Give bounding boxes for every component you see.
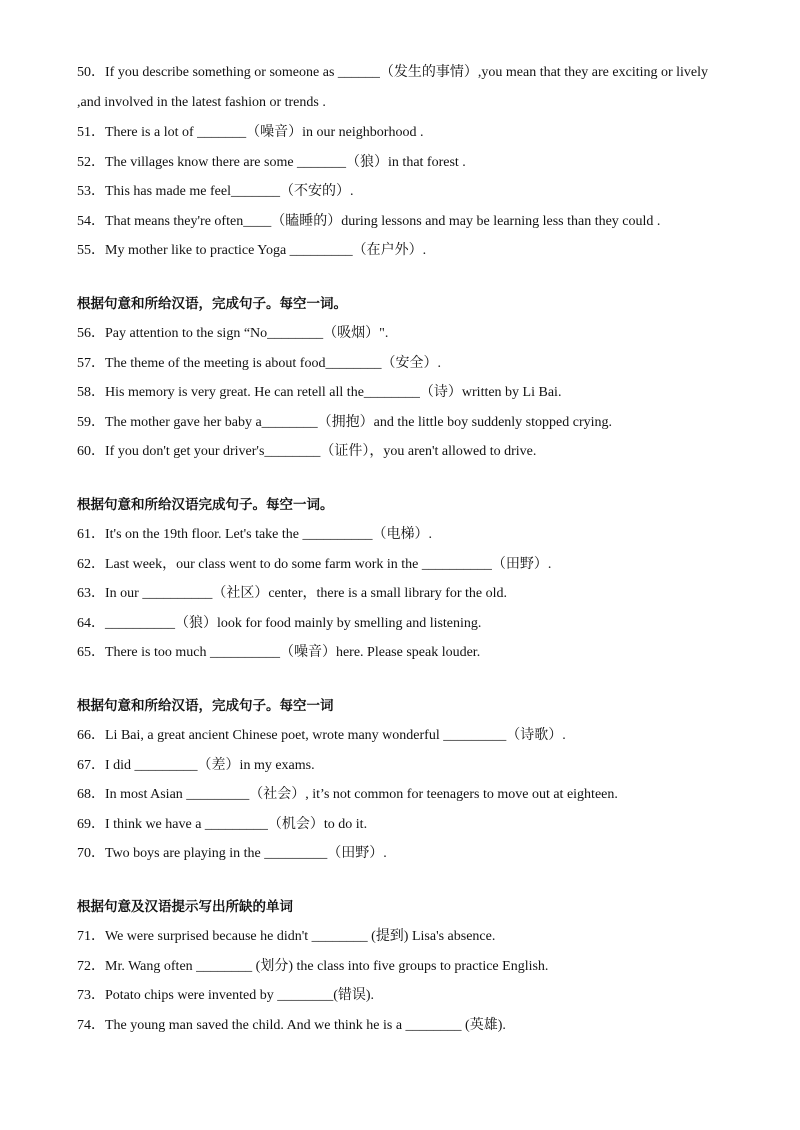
question-item-70	[77, 839, 717, 869]
section-2	[77, 491, 717, 668]
question-text: Li Bai, a great ancient Chinese poet, wrote many wonderful _________（诗歌）.	[105, 728, 566, 743]
section-heading: 根据句意及汉语提示写出所缺的单词	[77, 898, 293, 915]
question-item-66	[77, 721, 717, 751]
question-item-64	[77, 609, 717, 639]
question-number: 63．	[77, 586, 105, 601]
question-item-63	[77, 579, 717, 609]
question-text: The young man saved the child. And we think he is a ________ (英雄).	[105, 1017, 506, 1033]
question-number: 60．	[77, 444, 105, 459]
question-text: In our __________（社区）center，there is a small library for the old.	[105, 586, 508, 601]
question-text: Two boys are playing in the _________（田野）.	[105, 846, 387, 861]
question-item-68	[77, 780, 717, 810]
question-text: The villages know there are some _______（狼）in that forest .	[105, 154, 466, 170]
question-number: 61．	[77, 527, 105, 542]
question-text: We were surprised because he didn't ________ (提到) Lisa's absence.	[105, 929, 496, 944]
question-number: 72．	[77, 958, 105, 974]
question-item-52	[77, 148, 717, 178]
question-item-65	[77, 638, 717, 668]
question-text: In most Asian _________（社会）, it’s not common for teenagers to move out at eighteen.	[105, 787, 618, 802]
question-item-67	[77, 751, 717, 781]
question-number: 53．	[77, 184, 105, 199]
question-number: 68．	[77, 787, 105, 802]
question-number: 73．	[77, 988, 105, 1003]
question-text: That means they're often____（瞌睡的）during lessons and may be learning less than they could .	[105, 213, 661, 229]
question-text: Pay attention to the sign “No________（吸烟）".	[105, 326, 389, 341]
question-text: __________（狼）look for food mainly by smelling and listening.	[105, 615, 482, 631]
question-number: 65．	[77, 645, 105, 660]
section-0	[77, 58, 717, 266]
question-number: 55．	[77, 243, 105, 258]
question-item-62	[77, 550, 717, 580]
question-item-72	[77, 952, 717, 982]
question-number: 50．	[77, 65, 105, 80]
question-item-56	[77, 319, 717, 349]
question-number: 64．	[77, 615, 105, 631]
question-number: 59．	[77, 414, 105, 430]
question-number: 74．	[77, 1017, 105, 1033]
question-text: If you describe something or someone as ______（发生的事情）,you mean that they are exciting or lively ,and involved in the latest fashion or trends .	[77, 65, 709, 110]
section-1	[77, 290, 717, 467]
question-text: Mr. Wang often ________ (划分) the class into five groups to practice English.	[105, 958, 549, 974]
question-text: The theme of the meeting is about food________（安全）.	[105, 355, 441, 371]
question-item-69	[77, 810, 717, 840]
question-text: If you don't get your driver's________（证件），you aren't allowed to drive.	[105, 444, 537, 459]
question-item-61	[77, 520, 717, 550]
question-number: 62．	[77, 556, 105, 572]
question-number: 66．	[77, 728, 105, 743]
question-text: The mother gave her baby a________（拥抱）and the little boy suddenly stopped crying.	[105, 414, 613, 430]
question-number: 57．	[77, 355, 105, 371]
worksheet-page	[77, 58, 717, 1064]
question-text: This has made me feel_______（不安的）.	[105, 184, 354, 199]
section-heading: 根据句意和所给汉语，完成句子。每空一词	[77, 697, 334, 714]
question-item-59	[77, 408, 717, 438]
question-item-71	[77, 922, 717, 952]
section-3	[77, 692, 717, 869]
question-text: I did _________（差）in my exams.	[105, 757, 315, 773]
question-item-58	[77, 378, 717, 408]
question-text: I think we have a _________（机会）to do it.	[105, 816, 368, 832]
question-number: 52．	[77, 154, 105, 170]
question-number: 71．	[77, 929, 105, 944]
question-text: My mother like to practice Yoga _________（在户外）.	[105, 243, 427, 258]
question-text: Last week，our class went to do some farm work in the __________（田野）.	[105, 556, 552, 572]
question-item-54	[77, 207, 717, 237]
question-text: His memory is very great. He can retell all the________（诗）written by Li Bai.	[105, 385, 562, 400]
question-item-50	[77, 58, 717, 118]
question-item-51	[77, 118, 717, 148]
question-number: 67．	[77, 757, 105, 773]
question-number: 54．	[77, 213, 105, 229]
section-4	[77, 893, 717, 1041]
question-item-74	[77, 1011, 717, 1041]
section-heading: 根据句意和所给汉语，完成句子。每空一词。	[77, 295, 347, 312]
question-text: It's on the 19th floor. Let's take the __________（电梯）.	[105, 527, 433, 542]
question-text: There is a lot of _______（噪音）in our neighborhood .	[105, 125, 424, 140]
section-heading: 根据句意和所给汉语完成句子。每空一词。	[77, 496, 334, 513]
question-number: 51．	[77, 125, 105, 140]
question-item-55	[77, 236, 717, 266]
question-number: 58．	[77, 385, 105, 400]
question-number: 56．	[77, 326, 105, 341]
question-text: There is too much __________（噪音）here. Please speak louder.	[105, 645, 481, 660]
question-item-53	[77, 177, 717, 207]
question-item-57	[77, 349, 717, 379]
question-item-60	[77, 437, 717, 467]
question-number: 69．	[77, 816, 105, 832]
question-text: Potato chips were invented by ________(错误).	[105, 988, 375, 1003]
question-item-73	[77, 981, 717, 1011]
question-number: 70．	[77, 846, 105, 861]
